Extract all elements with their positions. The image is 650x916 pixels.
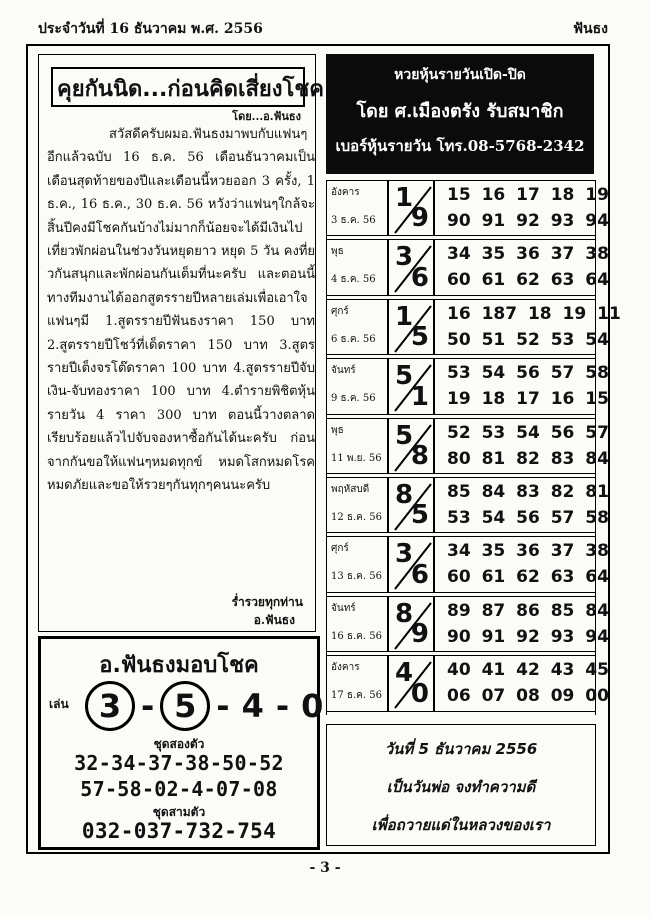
digit-box [387, 181, 435, 235]
digit-bottom: 6 [410, 559, 429, 590]
two-digit-set-line-1: 32-34-37-38-50-52 [74, 751, 284, 775]
dash: - [275, 687, 290, 725]
row-day: พฤหัสบดี [331, 483, 370, 495]
page-number: - 3 - [309, 860, 341, 876]
result-row [327, 418, 609, 474]
numbers-line-1: 15 16 17 18 19 [447, 185, 609, 205]
row-date: 16 ธ.ค. 56 [331, 630, 382, 642]
result-row [327, 477, 609, 533]
digit-top: 3 [395, 242, 414, 273]
digit-box [387, 300, 435, 354]
article-paragraph: สวัสดีครับผมอ.ฟันธงมาพบกับแฟนๆ อีกแล้วฉบับ 16 ธ.ค. 56 เดือนธันวาคมเป็นเดือนสุดท้ายของปีและเดือนนี้หวยออก 3 ครั้ง, 1 ธ.ค., 16 ธ.ค., 30 ธ.ค. 56 หวังว่าแฟนๆใกล้จะสิ้นปีคงมีโชคกันบ้างไม่มากก็น้อยจะได้มีเงินไปเที่ยวพักผ่อนในช่วงวันหยุดยาว หยุด 5 วัน คงที่ยวกันสนุกและพักผ่อนกันเต็มที่นะครับ และตอนนี้ทางทีมงานได้ออกสูตรรายปีหลายเล่มเพื่อเอาใจแฟนๆมี 1.สูตรรายปีฟันธงราคา 150 บาท 2.สูตรรายปีโชว์ที่เด็ดราคา 150 บาท 3.สูตรรายปีเต็งจรโต๊ดราคา 100 บาท 4.สูตรรายปีจับเงิน-จับทองราคา 100 บาท 4.ตำรายพิชิตหุ้นรายวัน 4 ราคา 300 บาท ตอนนี้วางตลาดเรียบร้อยแล้วไปจับจองหาซื้อกันได้นะครับ ก่อนจากกันขอให้แฟนๆหมดทุกข์ หมดโสกหมดโรคหมดภัยและขอให้รวยๆกันทุกๆคนนะครับ [47, 127, 315, 494]
lucky-numbers-box [38, 636, 324, 850]
numbers-line-2: 53 54 56 57 58 [447, 507, 609, 528]
row-date: 9 ธ.ค. 56 [331, 393, 376, 405]
row-day: พุธ [331, 424, 344, 436]
footer-line-3: เพื่อถวายแด่ในหลวงของเรา [371, 816, 551, 834]
digit-box [387, 419, 435, 473]
numbers-line-1: 52 53 54 56 57 [447, 422, 609, 443]
numbers-line-2: 50 51 52 53 54 [447, 329, 609, 350]
result-row [327, 596, 609, 652]
row-date: 17 ธ.ค. 56 [331, 690, 382, 702]
row-day: อังคาร [331, 662, 360, 674]
row-date: 13 ธ.ค. 56 [331, 571, 382, 583]
digit-bottom: 5 [410, 322, 429, 353]
result-row [327, 358, 609, 414]
digit-top: 4 [395, 658, 414, 689]
digit-box [387, 656, 435, 710]
digit-bottom: 8 [410, 440, 429, 471]
result-row [327, 239, 609, 295]
digit-bottom: 1 [410, 381, 429, 412]
numbers-line-2: 90 91 92 93 94 [447, 211, 609, 231]
banner-line-2: โดย ศ.เมืองตรัง รับสมาชิก [356, 101, 564, 122]
numbers-line-1: 89 87 86 85 84 [447, 600, 609, 621]
row-day: ศุกร์ [331, 543, 349, 555]
digit-top: 5 [395, 420, 414, 451]
digit-top: 3 [395, 539, 414, 570]
page-header-left: ประจำวันที่ 16 ธันวาคม พ.ศ. 2556 [38, 21, 263, 37]
numbers-line-2: 60 61 62 63 64 [447, 270, 609, 291]
numbers-line-1: 34 35 36 37 38 [447, 541, 609, 562]
digit-bottom: 5 [410, 500, 429, 531]
digit-box [387, 359, 435, 413]
digit-box [387, 537, 435, 591]
digit-top: 5 [395, 361, 414, 392]
article-body [47, 123, 315, 498]
row-date: 12 ธ.ค. 56 [331, 511, 382, 523]
fathers-day-box [326, 724, 596, 846]
row-date: 6 ธ.ค. 56 [331, 333, 376, 345]
footer-line-2: เป็นวันพ่อ จงทำความดี [386, 778, 536, 796]
row-day: จันทร์ [331, 602, 356, 614]
digit-bottom: 6 [410, 262, 429, 293]
row-day: พุธ [331, 246, 344, 258]
digit-bottom: 9 [410, 619, 429, 650]
result-row [327, 536, 609, 592]
lucky-digit-circle: 5 [160, 681, 210, 731]
row-day: อังคาร [331, 187, 360, 198]
lucky-digit-circle: 3 [85, 681, 135, 731]
two-digit-set-line-2: 57-58-02-4-07-08 [80, 777, 278, 801]
digit-top: 1 [395, 183, 414, 213]
numbers-line-1: 34 35 36 37 38 [447, 244, 609, 265]
numbers-line-1: 85 84 83 82 81 [447, 481, 609, 502]
dash: - [141, 687, 155, 725]
banner-line-3: เบอร์หุ้นรายวัน โทร.08-5768-2342 [335, 137, 585, 155]
result-row [327, 299, 621, 355]
three-digit-set: 032-037-732-754 [81, 819, 277, 843]
digit-box [387, 478, 435, 532]
banner-line-1: หวยหุ้นรายวันเปิด-ปิด [394, 67, 526, 83]
article-title: คุยกันนิด...ก่อนคิดเสี่ยงโชค [57, 77, 324, 102]
article-author: อ.ฟันธง [253, 613, 295, 627]
article-byline: โดย...อ.ฟันธง [232, 110, 301, 123]
row-date: 4 ธ.ค. 56 [331, 274, 376, 286]
numbers-line-1: 53 54 56 57 58 [447, 363, 609, 384]
row-date: 3 ธ.ค. 56 [331, 215, 376, 226]
digit-bottom: 9 [410, 203, 429, 234]
numbers-line-2: 90 91 92 93 94 [447, 626, 609, 647]
page-header-right: ฟันธง [573, 21, 608, 37]
article-sign-off: ร่ำรวยทุกท่าน [231, 595, 303, 609]
numbers-line-2: 19 18 17 16 15 [447, 389, 609, 410]
numbers-line-2: 60 61 62 63 64 [447, 567, 609, 588]
result-row [327, 655, 609, 711]
dash: - [216, 687, 230, 725]
digit-top: 8 [395, 479, 414, 510]
result-row [327, 180, 609, 236]
digit-box [387, 597, 435, 651]
lucky-digit: 0 [301, 687, 324, 725]
two-digit-label: ชุดสองตัว [153, 737, 205, 751]
play-label: เล่น [49, 697, 69, 711]
results-grid [326, 180, 621, 715]
lucky-title: อ.ฟันธงมอบโชค [99, 653, 259, 678]
numbers-line-2: 80 81 82 83 84 [447, 448, 609, 469]
digit-box [387, 240, 435, 294]
numbers-line-1: 16 187 18 19 11 [447, 303, 621, 324]
lucky-digit: 4 [241, 687, 264, 725]
row-day: ศุกร์ [331, 305, 349, 317]
row-day: จันทร์ [331, 365, 356, 377]
digit-bottom: 0 [410, 678, 429, 709]
article-box [38, 54, 324, 632]
footer-line-1: วันที่ 5 ธันวาคม 2556 [384, 740, 538, 758]
lucky-digit-row [85, 681, 329, 731]
digit-top: 8 [395, 598, 414, 629]
numbers-line-1: 40 41 42 43 45 [447, 660, 609, 681]
numbers-line-2: 06 07 08 09 00 [447, 686, 609, 707]
three-digit-label: ชุดสามตัว [152, 805, 206, 819]
article-title-box [51, 67, 324, 107]
row-date: 11 พ.ย. 56 [331, 452, 382, 464]
stock-lottery-banner [326, 54, 594, 174]
digit-top: 1 [395, 301, 414, 332]
